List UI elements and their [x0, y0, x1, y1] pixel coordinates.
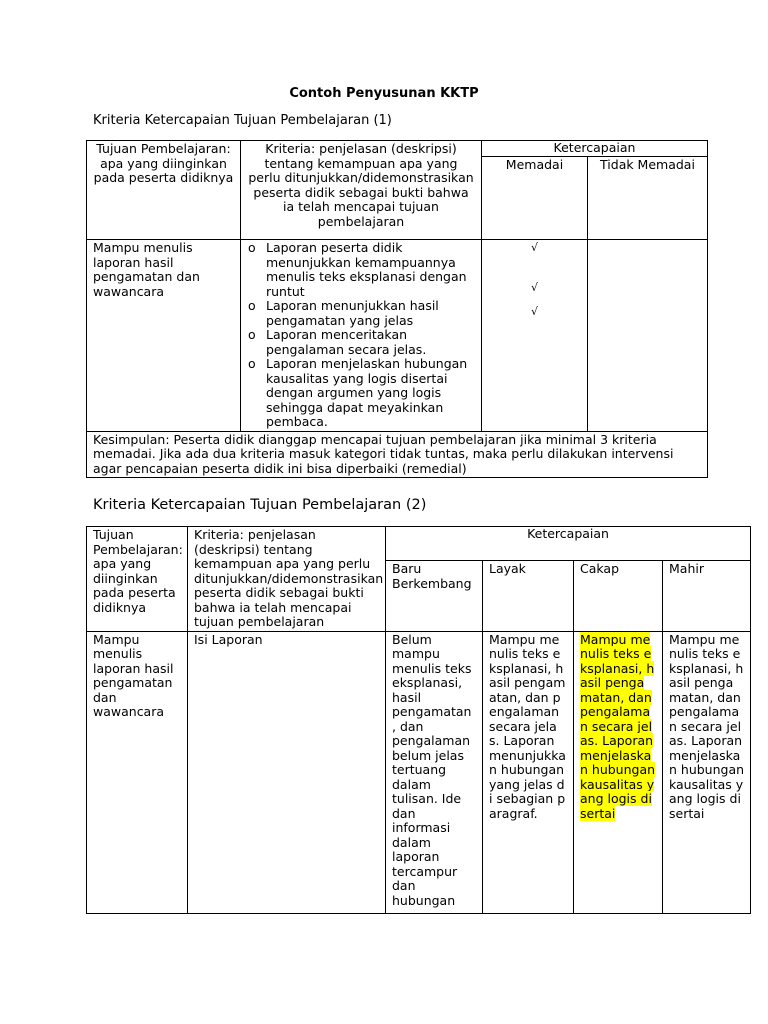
row-tujuan: Mampu menulis laporan hasil pengamatan dan wawancara — [87, 240, 241, 432]
row-mahir: Mampu menulis teks eksplanasi, hasil pengamatan, dan pengalaman secara jelas. Laporan menjelaskan hubungan kausalitas yang logis disertai — [663, 631, 751, 913]
section1-heading: Kriteria Ketercapaian Tujuan Pembelajaran (1) — [93, 113, 392, 128]
header-ketercapaian: Ketercapaian — [386, 527, 751, 561]
criteria-item: o Laporan menceritakan pengalaman secara jelas. — [247, 328, 475, 357]
header-kriteria: Kriteria: penjelasan (deskripsi) tentang kemampuan apa yang perlu ditunjukkan/didemonstrasikan peserta didik sebagai bukti bahwa ia telah mencapai tujuan pembelajaran — [188, 527, 386, 632]
document-title: Contoh Penyusunan KKTP — [289, 86, 479, 101]
row-cakap — [574, 631, 663, 913]
row-memadai — [482, 240, 588, 432]
header-kriteria: Kriteria: penjelasan (deskripsi) tentang kemampuan apa yang perlu ditunjukkan/didemonstrasikan peserta didik sebagai bukti bahwa ia telah mencapai tujuan pembelajaran — [241, 141, 482, 240]
header-layak: Layak — [483, 561, 574, 631]
row-tidak-memadai — [588, 240, 708, 432]
header-tujuan: Tujuan Pembelajaran: apa yang diinginkan pada peserta didiknya — [87, 141, 241, 240]
criteria-item: o Laporan peserta didik menunjukkan kemampuannya menulis teks eksplanasi dengan runtut — [247, 241, 475, 299]
header-mahir: Mahir — [663, 561, 751, 631]
check-mark: √ — [530, 305, 538, 318]
header-ketercapaian: Ketercapaian — [482, 141, 708, 157]
kktp-table-1 — [86, 140, 708, 478]
highlighted-text: Mampu menulis teks eksplanasi, hasil pengamatan, dan pengalaman secara jelas. Laporan menjelaskan hubungan kausalitas yang logis disertai — [580, 631, 656, 821]
row-kriteria: Isi Laporan — [188, 631, 386, 913]
header-tujuan: Tujuan Pembelajaran: apa yang diinginkan pada peserta didiknya — [87, 527, 188, 632]
header-cakap: Cakap — [574, 561, 663, 631]
row-layak: Mampu menulis teks eksplanasi, hasil pengamatan, dan pengalaman secara jelas. Laporan menunjukkan hubungan yang jelas di sebagian paragraf. — [483, 631, 574, 913]
header-tidak-memadai: Tidak Memadai — [588, 156, 708, 240]
criteria-item: o Laporan menjelaskan hubungan kausalitas yang logis disertai dengan argumen yang logis sehingga dapat meyakinkan pembaca. — [247, 357, 475, 430]
row-baru-berkembang: Belum mampu menulis teks eksplanasi, hasil pengamatan , dan pengalaman belum jelas tertuang dalam tulisan. Ide dan informasi dalam laporan tercampur dan hubungan — [386, 631, 483, 913]
row-criteria — [241, 240, 482, 432]
kktp-table-2 — [86, 526, 751, 914]
header-baru-berkembang: Baru Berkembang — [386, 561, 483, 631]
criteria-item: o Laporan menunjukkan hasil pengamatan yang jelas — [247, 299, 475, 328]
header-memadai: Memadai — [482, 156, 588, 240]
row-tujuan: Mampu menulis laporan hasil pengamatan dan wawancara — [87, 631, 188, 913]
check-mark: √ — [530, 241, 538, 254]
check-mark: √ — [530, 281, 538, 294]
kesimpulan: Kesimpulan: Peserta didik dianggap mencapai tujuan pembelajaran jika minimal 3 kriteria memadai. Jika ada dua kriteria masuk kategori tidak tuntas, maka perlu dilakukan intervensi agar pencapaian peserta didik ini bisa diperbaiki (remedial) — [87, 431, 708, 478]
section2-heading: Kriteria Ketercapaian Tujuan Pembelajaran (2) — [93, 497, 427, 513]
